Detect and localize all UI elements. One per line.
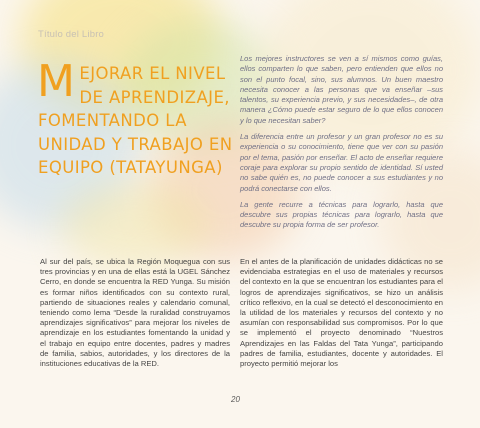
chapter-title bbox=[37, 56, 238, 180]
quote-paragraph-3: La gente recurre a técnicas para lograrlo, hasta que descubre sus propias técnicas para lograrlo, hasta que descubre su propia forma de ser profesor. bbox=[240, 199, 443, 230]
page-number: 20 bbox=[231, 395, 240, 404]
body-text-right: En el antes de la planificación de unidades didácticas no se evidenciaba estrategias en el uso de materiales y recursos del contexto en la que se encuentran los estudiantes para el logros de aprendizajes significativos, se hizo un análisis crítico reflexivo, en la cual se detectó el desconocimiento en la utilidad de los materiales y recursos del contexto y no asumían con responsabilidad sus compromisos. Por lo que se implementó el proyecto denominado “Nuestros Aprendizajes en las Faldas del Tata Yunga”, participando padres de familia, estudiantes, docente y autoridades. El proyecto permitió mejorar los bbox=[240, 257, 443, 369]
body-text-left: Al sur del país, se ubica la Región Moquegua con sus tres provincias y en una de ellas está la UGEL Sánchez Cerro, en donde se encuentra la RED Yunga. Su misión es formar niños identificados con su contexto rural, partiendo de situaciones reales y calendario comunal, teniendo como lema “Desde la ruralidad construyamos aprendizajes significativos” para mejorar los niveles de aprendizaje en los estudiantes fomentando la unidad y el trabajo en equipo entre docentes, padres y madres de familia, sabios, autoridades, y los directores de la instituciones educativas de la RED. bbox=[40, 257, 230, 369]
running-title: Título del Libro bbox=[38, 29, 105, 40]
quote-paragraph-2: La diferencia entre un profesor y un gran profesor no es su experiencia o su conocimiento, tiene que ver con su pasión por el tema, pasión por enseñar. El acto de enseñar requiere coraje para explorar su propio sentido de identidad. Sí usted no sabe quién es, no puede conocer a sus estudiantes y no podrá conectarse con ellos. bbox=[240, 132, 443, 193]
title-dropcap: M bbox=[37, 56, 76, 107]
quote-paragraph-1: Los mejores instructores se ven a sí mismos como guías, ellos comparten lo que saben, pero entienden que ellos no son el punto focal, sino, sus alumnos. Un buen maestro necesita conocer a las personas que va enseñar –sus talentos, su experiencia previo, y sus necesidades–, de otra manera ¿Cómo puede estar seguro de lo que ellos conocen y lo que necesitan saber? bbox=[240, 54, 443, 125]
quote-block bbox=[240, 54, 443, 237]
title-text: EJORAR EL NIVEL DE APRENDIZAJE, FOMENTANDO LA UNIDAD Y TRABAJO EN EQUIPO (TATAYUNGA) bbox=[38, 64, 233, 177]
